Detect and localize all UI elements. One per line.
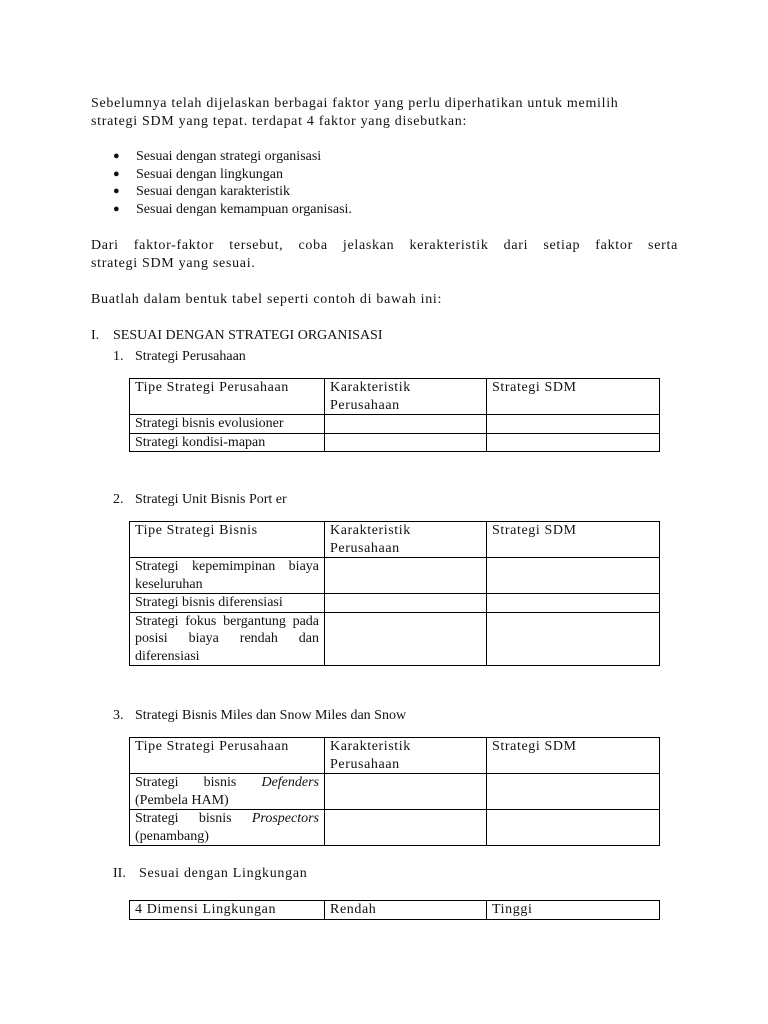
instruction-line-1: Dari faktor-faktor tersebut, coba jelaskan kerakteristik dari setiap faktor serta [91, 238, 678, 253]
table-cell: Strategi bisnis diferensiasi [130, 594, 325, 613]
table-cell [325, 594, 487, 613]
table-header-cell: Strategi SDM [487, 738, 660, 774]
table-cell: Strategi bisnis Defenders (Pembela HAM) [130, 774, 325, 810]
table-header-row [130, 379, 660, 415]
table-header-row [130, 901, 660, 920]
intro-line-2: strategi SDM yang tepat. terdapat 4 faktor yang disebutkan: [91, 114, 468, 129]
environment-table [129, 900, 660, 920]
table-cell: Strategi bisnis Prospectors (penambang) [130, 810, 325, 846]
table-cell [487, 774, 660, 810]
table-cell [487, 558, 660, 594]
table-cell: Strategi fokus bergantung pada posisi biaya rendah dan diferensiasi [130, 612, 325, 666]
table-cell [325, 433, 487, 452]
table-cell [325, 612, 487, 666]
table-header-cell: Tipe Strategi Bisnis [130, 522, 325, 558]
table-row [130, 612, 660, 666]
table-header-cell: Tinggi [487, 901, 660, 920]
table-cell [487, 594, 660, 613]
bullet-icon: ● [113, 185, 120, 197]
subsection-3-heading: 3. Strategi Bisnis Miles dan Snow Miles dan Snow [113, 708, 407, 723]
table-cell [487, 415, 660, 434]
table-row [130, 433, 660, 452]
table-header-cell: Rendah [325, 901, 487, 920]
table-cell [487, 612, 660, 666]
business-unit-table [129, 521, 660, 666]
table-header-cell: Karakteristik Perusahaan [325, 522, 487, 558]
list-item: ● Sesuai dengan lingkungan [113, 166, 283, 182]
miles-snow-table [129, 737, 660, 846]
table-header-cell: Tipe Strategi Perusahaan [130, 738, 325, 774]
table-cell: Strategi bisnis evolusioner [130, 415, 325, 434]
list-item: ● Sesuai dengan karakteristik [113, 184, 290, 199]
intro-paragraph [91, 95, 678, 131]
table-cell [487, 433, 660, 452]
table-instruction: Buatlah dalam bentuk tabel seperti contoh di bawah ini: [91, 292, 443, 307]
subsection-2-heading: 2. Strategi Unit Bisnis Port er [113, 492, 287, 507]
table-header-cell: Karakteristik Perusahaan [325, 379, 487, 415]
table-cell [325, 810, 487, 846]
table-header-cell: 4 Dimensi Lingkungan [130, 901, 325, 920]
section-1-heading: I. SESUAI DENGAN STRATEGI ORGANISASI [91, 328, 383, 343]
list-item: ● Sesuai dengan strategi organisasi [113, 149, 322, 164]
table-cell [487, 810, 660, 846]
intro-line-1: Sebelumnya telah dijelaskan berbagai faktor yang perlu diperhatikan untuk memilih [91, 96, 619, 111]
bullet-icon: ● [113, 167, 120, 180]
subsection-1-heading: 1. Strategi Perusahaan [113, 349, 246, 364]
table-cell [325, 774, 487, 810]
section-2-heading: II. Sesuai dengan Lingkungan [113, 866, 308, 881]
table-cell [325, 558, 487, 594]
table-row [130, 594, 660, 613]
table-cell: Strategi kondisi-mapan [130, 433, 325, 452]
table-row [130, 774, 660, 810]
instruction-paragraph [91, 237, 678, 273]
instruction-line-2: strategi SDM yang sesuai. [91, 256, 256, 271]
table-header-cell: Strategi SDM [487, 522, 660, 558]
strategy-company-table [129, 378, 660, 452]
table-cell: Strategi kepemimpinan biaya keseluruhan [130, 558, 325, 594]
table-header-row [130, 522, 660, 558]
table-cell [325, 415, 487, 434]
table-header-row [130, 738, 660, 774]
table-row [130, 415, 660, 434]
table-header-cell: Strategi SDM [487, 379, 660, 415]
list-item: ● Sesuai dengan kemampuan organisasi. [113, 201, 352, 217]
table-row [130, 558, 660, 594]
table-header-cell: Tipe Strategi Perusahaan [130, 379, 325, 415]
factor-list [91, 148, 352, 218]
bullet-icon: ● [113, 202, 120, 215]
bullet-icon: ● [113, 150, 120, 162]
table-row [130, 810, 660, 846]
table-header-cell: Karakteristik Perusahaan [325, 738, 487, 774]
